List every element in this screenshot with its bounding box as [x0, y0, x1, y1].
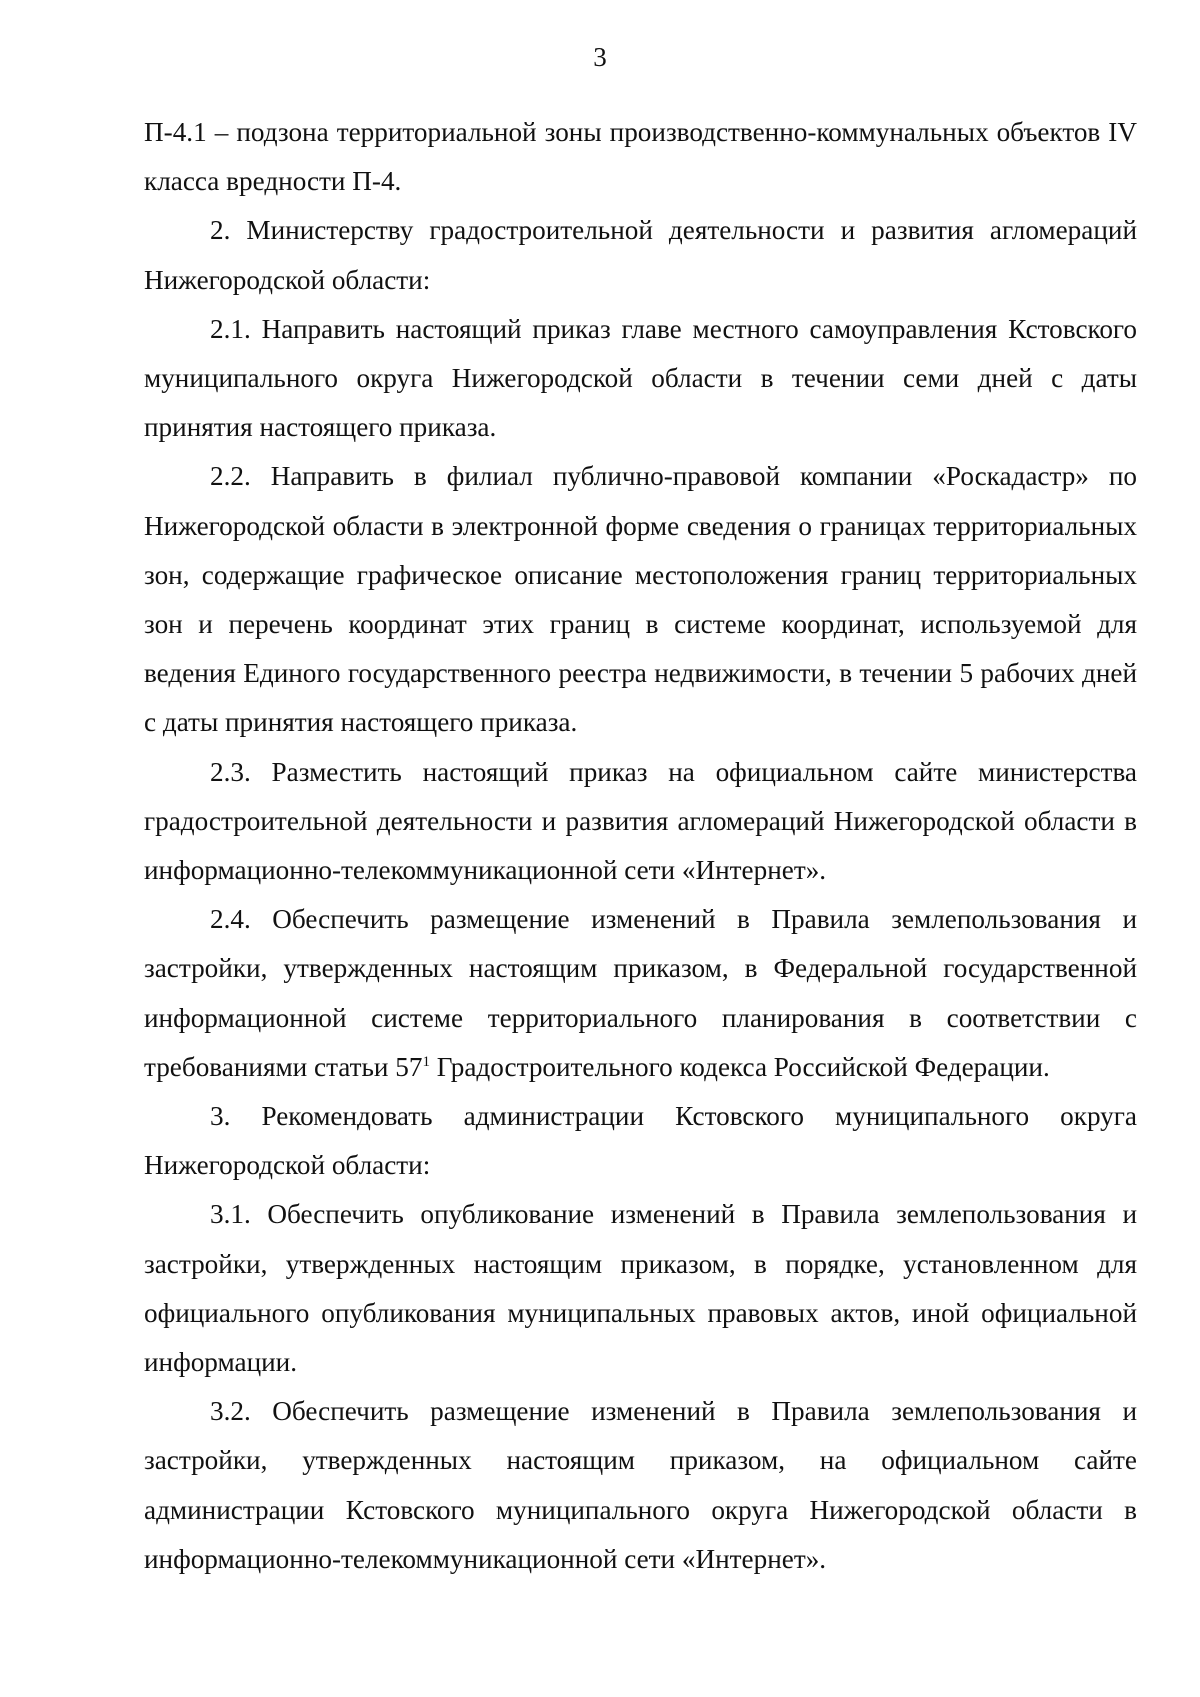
paragraph-item-3-1: 3.1. Обеспечить опубликование изменений в Правила землепользования и застройки, утвержденных настоящим приказом, в порядке, установленном для официального опубликования муниципальных правовых актов, иной официальной информации. [144, 1199, 1137, 1378]
superscript-article-index: 1 [422, 1053, 430, 1070]
paragraph-item-2-4 [144, 895, 1137, 1092]
page-number: 3 [593, 42, 607, 72]
paragraph-item-2-2: 2.2. Направить в филиал публично-правовой компании «Роскадастр» по Нижегородской области в электронной форме сведения о границах территориальных зон, содержащие графическое описание местоположения границ территориальных зон и перечень координат этих границ в системе координат, используемой для ведения Единого государственного реестра недвижимости, в течении 5 рабочих дней с даты принятия настоящего приказа. [144, 461, 1137, 738]
paragraph-item-3: 3. Рекомендовать администрации Кстовского муниципального округа Нижегородской области: [144, 1101, 1137, 1181]
paragraph-item-2-3: 2.3. Разместить настоящий приказ на официальном сайте министерства градостроительной деятельности и развития агломераций Нижегородской области в информационно-телекоммуникационной сети «Интернет». [144, 756, 1137, 886]
paragraph-item-2-1: 2.1. Направить настоящий приказ главе местного самоуправления Кстовского муниципального округа Нижегородской области в течении семи дней с даты принятия настоящего приказа. [144, 313, 1137, 443]
paragraph-item-2-4-text: 2.4. Обеспечить размещение изменений в Правила землепользования и застройки, утвержденных настоящим приказом, в Федеральной государственной информационной системе территориального планирования в соответствии с требованиями статьи 57 [144, 904, 1137, 1082]
paragraph-item-2-4-text-end: Градостроительного кодекса Российской Федерации. [429, 1051, 1050, 1082]
paragraph-p-4-1: П-4.1 – подзона территориальной зоны производственно-коммунальных объектов IV класса вредности П-4. [144, 117, 1137, 197]
paragraph-item-3-2: 3.2. Обеспечить размещение изменений в Правила землепользования и застройки, утвержденных настоящим приказом, на официальном сайте администрации Кстовского муниципального округа Нижегородской области в информационно-телекоммуникационной сети «Интернет». [144, 1396, 1137, 1574]
document-body [144, 108, 1137, 1584]
paragraph-item-2: 2. Министерству градостроительной деятельности и развития агломераций Нижегородской области: [144, 215, 1137, 295]
